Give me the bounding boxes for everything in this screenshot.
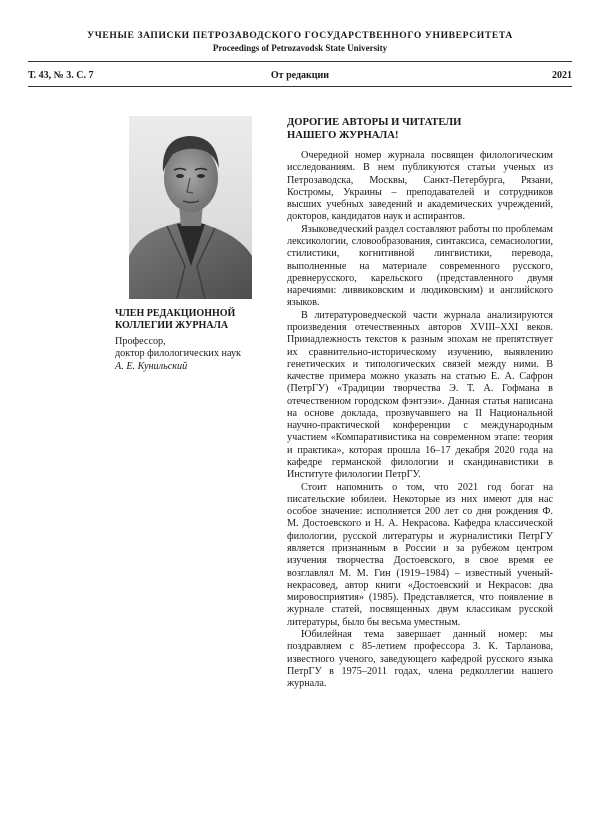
article-title-line2: НАШЕГО ЖУРНАЛА!: [287, 130, 399, 141]
paragraph: Языковедческий раздел составляют работы по проблемам лексикологии, словообразования, синтаксиса, семасиологии, стилистики, когнитивной лингвистики, перевода, выполненные на материале современного русского, древнерусского, карельского (представленного двумя наречиями: ливвиковским и людиковским) и английского языков.: [287, 223, 553, 309]
author-photo: [129, 116, 252, 299]
issue-section: От редакции: [270, 70, 330, 81]
member-name: А. Е. Кунильский: [115, 360, 188, 372]
paragraph: Стоит напомнить о том, что 2021 год богат на писательские юбилеи. Некоторые из них имеют для нас особое значение: исполняется 200 лет со дня рождения Ф. М. Достоевского и Н. А. Некрасова. Кафедра классической филологии, русской литературы и журналистики ПетрГУ является признанным в России и за рубежом центром изучения творчества Достоевского, в свое время ее возглавлял М. М. Гин (1919–1984) – известный ученый-некрасовед, автор книги «Достоевский и Некрасов: два мировосприятия» (1985). Представляется, что появление в журнале статей, посвященных двум классикам русской литературы, было бы весьма уместным.: [287, 481, 553, 628]
article-body: [287, 150, 553, 690]
member-degree: доктор филологических наук: [115, 348, 242, 360]
editorial-board-label-line2: КОЛЛЕГИИ ЖУРНАЛА: [115, 320, 229, 331]
paragraph: Юбилейная тема завершает данный номер: мы поздравляем с 85-летием профессора З. К. Тарланова, известного ученого, заведующего кафедрой русского языка ПетрГУ в 1975–2011 годах, члена редколлегии нашего журнала.: [287, 628, 553, 690]
editorial-board-label-line1: ЧЛЕН РЕДАКЦИОННОЙ: [115, 308, 236, 319]
header-top-rule: [28, 61, 572, 62]
paragraph: Очередной номер журнала посвящен филологическим исследованиям. В нем публикуются статьи ученых из Петрозаводска, Москвы, Санкт-Петербурга, Рязани, Костромы, Украины – преподавателей и сотрудников высших учебных заведений и академических учреждений, докторов, кандидатов наук и аспирантов.: [287, 150, 553, 223]
header-bottom-rule: [28, 86, 572, 87]
issue-year: 2021: [552, 70, 572, 81]
paragraph: В литературоведческой части журнала анализируются произведения отечественных авторов XVIII–XXI веков. Принадлежность текстов к разным эпохам не препятствует их сравнительно-историческому изучению, выявлению генетических и типологических связей между ними. В качестве примера можно указать на статью Е. А. Сафрон (ПетрГУ) «Традиции творчества Э. Т. А. Гофмана в отечественном городском фэнтэзи». Данная статья написана на основе доклада, прозвучавшего на II Национальной научно-практической конференции с международным участием «Компаративистика на современном этапе: теория и практика», которая прошла 16–17 декабря 2020 года на кафедре германской филологии и скандинавистики в Институте филологии ПетрГУ.: [287, 309, 553, 481]
article-title: [287, 116, 567, 142]
member-info: [115, 336, 275, 373]
journal-title: УЧЕНЫЕ ЗАПИСКИ ПЕТРОЗАВОДСКОГО ГОСУДАРСТВЕННОГО УНИВЕРСИТЕТА: [87, 30, 513, 41]
article-title-line1: ДОРОГИЕ АВТОРЫ И ЧИТАТЕЛИ: [287, 117, 462, 128]
portrait-illustration: [129, 116, 252, 299]
journal-header: [0, 30, 600, 53]
issue-volume: Т. 43, № 3. С. 7: [28, 70, 94, 81]
member-position: Профессор,: [115, 336, 166, 347]
editorial-board-label: [115, 308, 265, 332]
journal-subtitle: Proceedings of Petrozavodsk State University: [212, 43, 388, 53]
